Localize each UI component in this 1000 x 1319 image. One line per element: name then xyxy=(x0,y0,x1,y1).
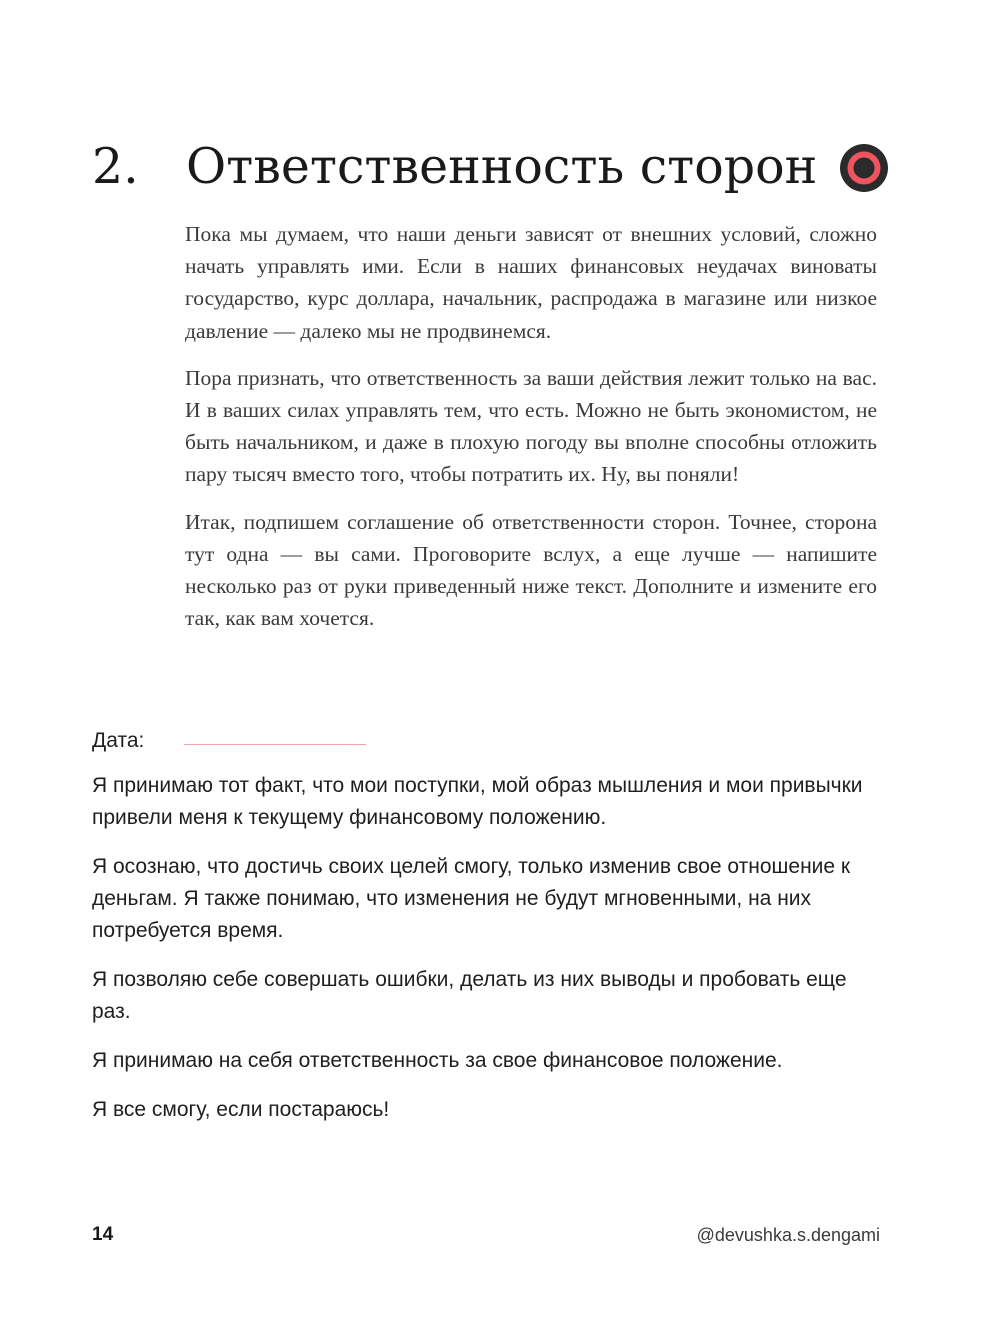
target-circle-icon xyxy=(839,143,889,193)
section-heading xyxy=(92,130,889,202)
intro-paragraph: Пора признать, что ответственность за ваши действия лежит только на вас. И в ваших силах управлять тем, что есть. Можно не быть экономистом, не быть начальником, и даже в плохую погоду вы вполне способны отложить пару тысяч вместо того, чтобы потратить их. Ну, вы поняли! xyxy=(185,365,877,487)
intro-paragraph: Итак, подпишем соглашение об ответственности сторон. Точнее, сторона тут одна — вы сами. Проговорите вслух, а еще лучше — напишите несколько раз от руки приведенный ниже текст. Дополните и измените его так, как вам хочется. xyxy=(185,509,877,631)
date-label: Дата: xyxy=(92,729,145,752)
intro-paragraph: Пока мы думаем, что наши деньги зависят от внешних условий, сложно начать управлять ими. Если в наших финансовых неудачах виноваты государство, курс доллара, начальник, распродажа в магазине или низкое давление — далеко мы не продвинемся. xyxy=(185,222,877,343)
agreement-statement: Я принимаю тот факт, что мои поступки, мой образ мышления и мои привычки привели меня к текущему финансовому положению. xyxy=(92,774,863,829)
section-title: Ответственность сторон xyxy=(186,137,818,195)
intro-text xyxy=(185,218,877,649)
agreement-statement: Я все смогу, если постараюсь! xyxy=(92,1098,390,1121)
agreement-statement: Я позволяю себе совершать ошибки, делать из них выводы и пробовать еще раз. xyxy=(92,968,847,1023)
section-number: 2. xyxy=(92,137,139,195)
target-outer-circle xyxy=(840,144,888,192)
agreement-statement: Я принимаю на себя ответственность за свое финансовое положение. xyxy=(92,1049,783,1072)
agreement-text xyxy=(92,770,882,1143)
target-circle-icon-graphic xyxy=(839,143,889,193)
page-number: 14 xyxy=(92,1224,114,1245)
date-row xyxy=(92,726,144,756)
author-handle: @devushka.s.dengami xyxy=(696,1225,880,1245)
agreement-statement: Я осознаю, что достичь своих целей смогу, только изменив свое отношение к деньгам. Я также понимаю, что изменения не будут мгновенными, на них потребуется время. xyxy=(92,855,851,942)
date-fill-line xyxy=(184,744,366,745)
